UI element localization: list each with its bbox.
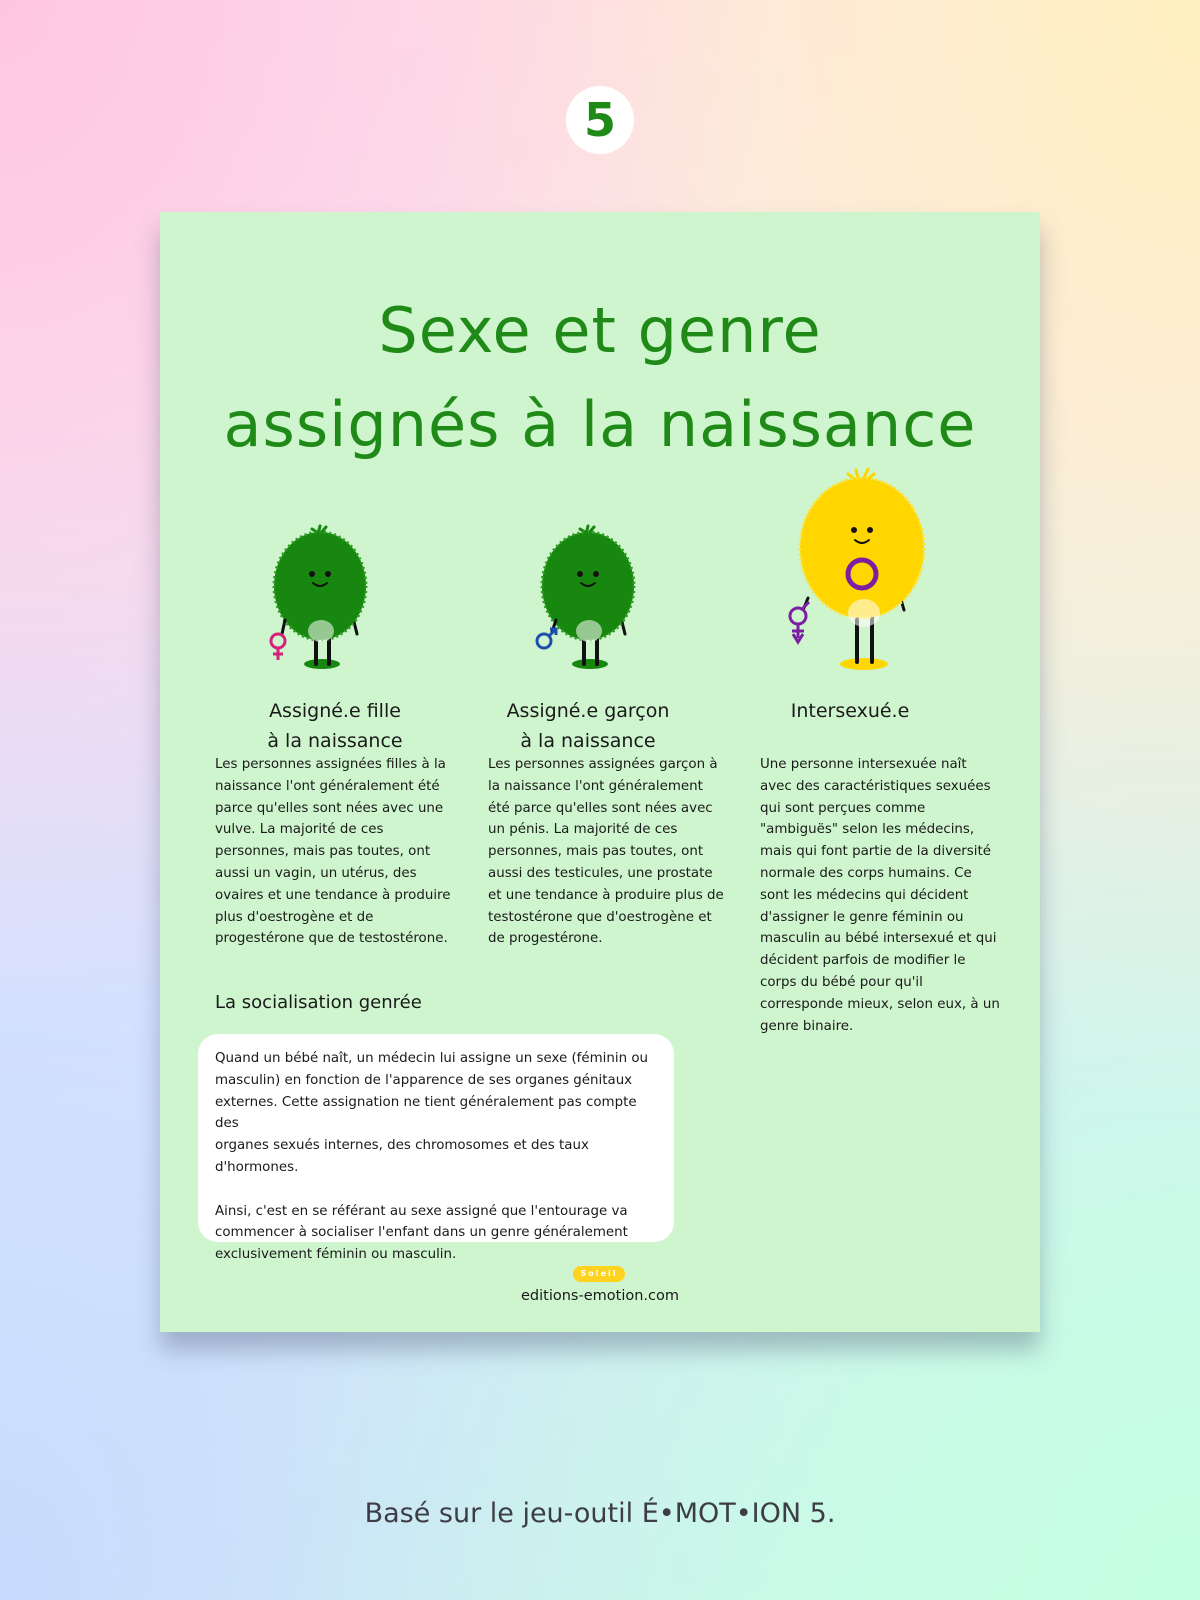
column-2-heading-line1: Assigné.e garçon xyxy=(506,700,670,722)
yellow-character-intersex-icon xyxy=(784,466,934,676)
socialisation-paragraph-2: Ainsi, c'est en se référant au sexe assigné que l'entourage va commencer à socialiser l'enfant dans un genre généralement exclusivement féminin ou masculin. xyxy=(215,1203,628,1263)
sheet-title-line2: assignés à la naissance xyxy=(223,388,977,461)
column-1-heading-line2: à la naissance xyxy=(267,730,403,752)
socialisation-box xyxy=(198,1034,674,1263)
green-character-female-icon xyxy=(260,524,380,674)
sheet-title-line1: Sexe et genre xyxy=(378,294,822,367)
green-character-male-icon xyxy=(528,524,648,674)
info-sheet xyxy=(160,212,1040,1332)
column-3-heading xyxy=(710,696,990,726)
footer-caption: Basé sur le jeu-outil É•MOT•ION 5. xyxy=(364,1498,836,1529)
column-1-body: Les personnes assignées filles à la naissance l'ont généralement été parce qu'elles sont nées avec une vulve. La majorité de ces personnes, mais pas toutes, ont aussi un vagin, un utérus, des ovaires et une tendance à produire plus d'oestrogène et de progestérone que de testostérone. xyxy=(215,757,451,947)
publisher-website-link[interactable]: editions-emotion.com xyxy=(521,1288,679,1304)
column-1-heading xyxy=(195,696,475,756)
socialisation-paragraph-1: Quand un bébé naît, un médecin lui assigne un sexe (féminin ou masculin) en fonction de l'apparence de ses organes génitaux externes. Cette assignation ne tient généralement pas compte des organes sexués internes, des chromosomes et des taux d'hormones. xyxy=(215,1051,649,1175)
socialisation-heading: La socialisation genrée xyxy=(215,992,422,1013)
column-3-body: Une personne intersexuée naît avec des caractéristiques sexuées qui sont perçues comme "ambiguës" selon les médecins, mais qui font partie de la diversité normale des corps humains. Ce sont les médecins qui décident d'assigner le genre féminin ou masculin au bébé intersexué et qui décident parfois de modifier le corps du bébé pour qu'il corresponde mieux, selon eux, à un genre binaire. xyxy=(760,757,1000,1034)
page-number-badge: 5 xyxy=(566,86,634,154)
column-1-heading-line1: Assigné.e fille xyxy=(269,700,401,722)
column-2-body: Les personnes assignées garçon à la naissance l'ont généralement été parce qu'elles sont nées avec un pénis. La majorité de ces personnes, mais pas toutes, ont aussi des testicules, une prostate et une tendance à produire plus de testostérone que d'oestrogène et de progestérone. xyxy=(488,757,724,947)
column-2-heading xyxy=(448,696,728,756)
column-3-heading-line1: Intersexué.e xyxy=(790,700,910,722)
column-2-heading-line2: à la naissance xyxy=(520,730,656,752)
publisher-logo: Soleil xyxy=(573,1266,625,1282)
